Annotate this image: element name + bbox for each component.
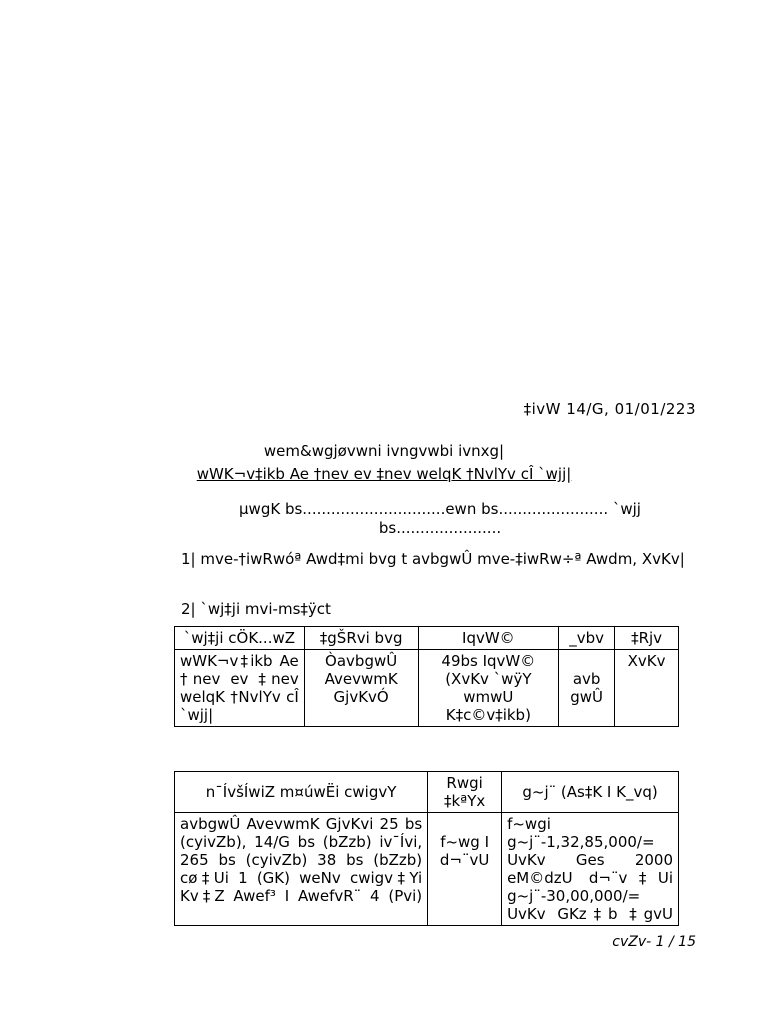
table-header-row [175,627,679,650]
serial-number-line: µwgK bs..............................ewn bs....................... `wjj bs...................... [239,500,641,537]
cell-value: f~wgi g~j¨-1,32,85,000/= UvKv Ges 2000 eM©dzU d¬¨v‡Ui g~j¨-30,00,000/= UvKv GKz‡b ‡gvU [502,813,679,926]
section-2-deed-summary-heading: 2| `wj‡ji mvi-ms‡ÿct [181,600,331,618]
header-district: ‡Rjv [615,627,679,650]
header-property-amount: n¯ÍvšÍwiZ m¤úwËi cwigvY [175,772,428,813]
header-value: g~j¨ (As‡K I K_vq) [502,772,679,813]
table-row [175,650,679,727]
document-subtitle [0,465,768,483]
table-row [175,813,679,926]
page-number: cvZv- 1 / 15 [612,934,696,950]
section-1-registry-office: 1| mve-†iwRwóª Awd‡mi bvg t avbgwÛ mve-‡iwRw÷ª Awdm, XvKv| [181,550,685,568]
table-header-row [175,772,679,813]
cell-mouza-name: ÒavbgwÛ AvevwmK GjvKvÓ [304,650,418,727]
document-title: wem&wgjøvwni ivngvwbi ivnxg| [263,442,505,460]
header-thana: _vbv [559,627,615,650]
cell-deed-type: wWK¬v‡ikb Ae †nev ev ‡nev welqK †NvlYv cÎ `wjj| [175,650,305,727]
cell-district: XvKv [615,650,679,727]
header-mouza-name: ‡gŠRvi bvg [304,627,418,650]
document-subtitle-text: wWK¬v‡ikb Ae †nev ev ‡nev welqK †NvlYv cÎ `wjj| [196,465,572,483]
header-deed-type: `wj‡ji cÖK...wZ [175,627,305,650]
deed-summary-table [174,626,679,727]
cell-thana: avb gwÛ [559,650,615,727]
document-reference: ‡ivW 14/G, 01/01/223 [523,400,696,418]
cell-land-class: f~wg I d¬¨vU [428,813,502,926]
property-details-table [174,771,679,926]
header-land-class: Rwgi ‡kªYx [428,772,502,813]
cell-property-amount: avbgwÛ AvevwmK GjvKvi 25 bs (cyivZb), 14/G bs (bZzb) iv¯Ívi, 265 bs (cyivZb) 38 bs (bZzb) cø‡Ui 1 (GK) weNv cwigv‡Yi Kv‡Z Awef³ I AwefvR¨ 4 (Pvi) [175,813,428,926]
header-ward: IqvW© [418,627,559,650]
cell-ward: 49bs IqvW© (XvKv `wÿY wmwU K‡c©v‡ikb) [418,650,559,727]
